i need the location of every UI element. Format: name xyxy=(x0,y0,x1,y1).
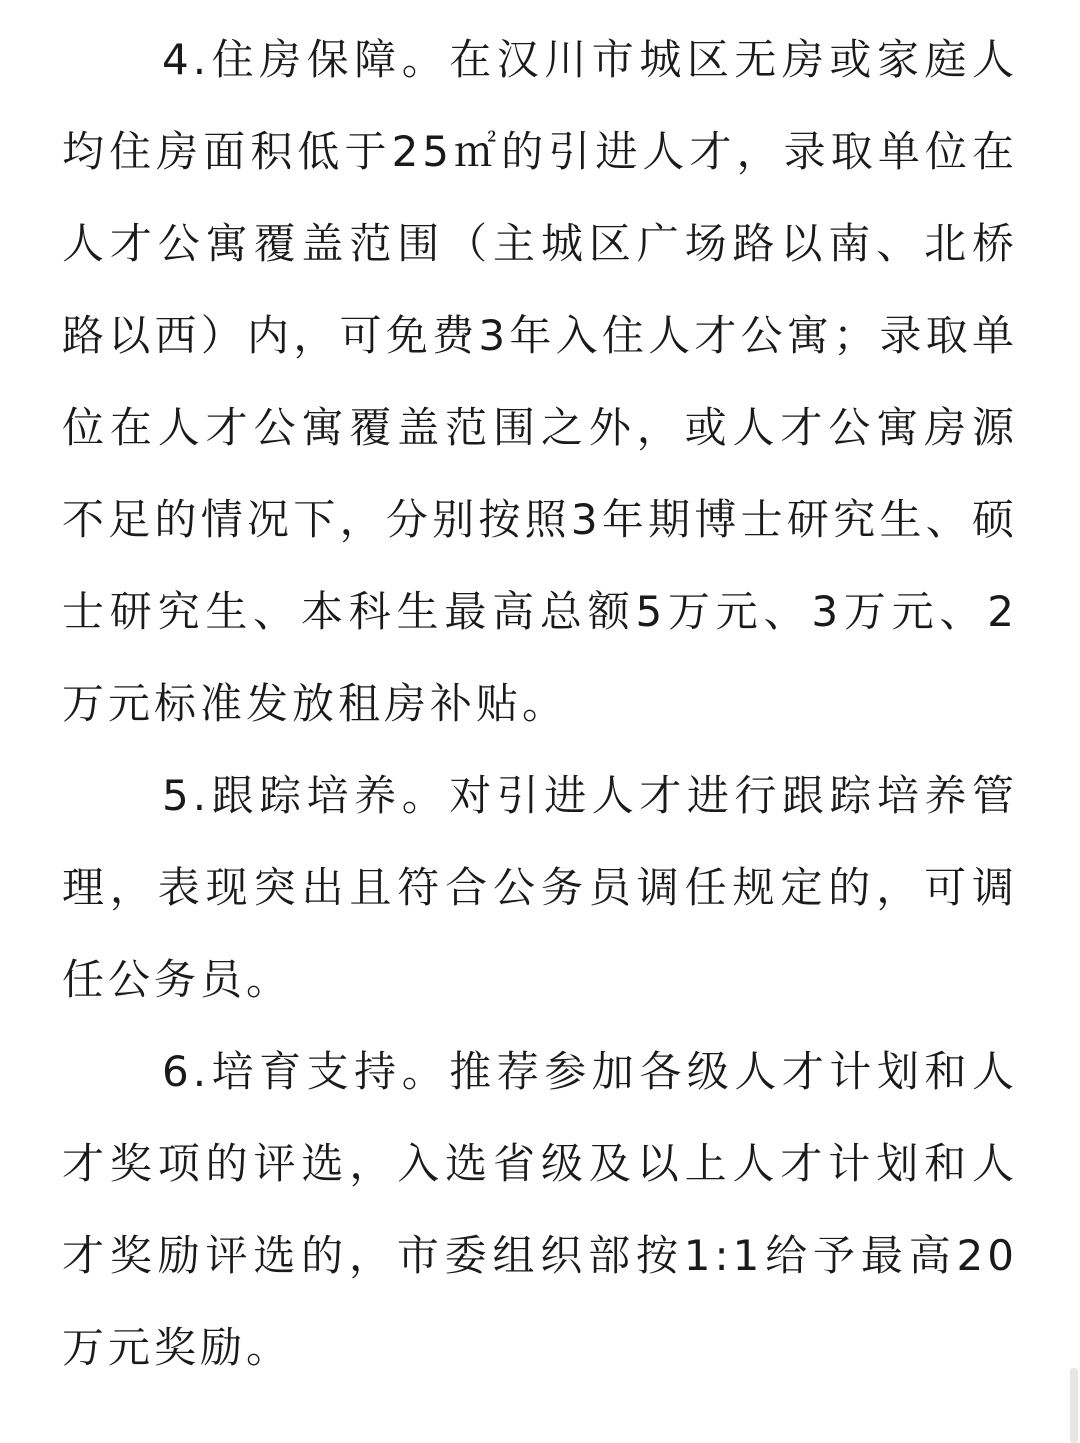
document-body xyxy=(62,14,1018,1394)
paragraph-tracking-training: 5.跟踪培养。对引进人才进行跟踪培养管理，表现突出且符合公务员调任规定的，可调任公务员。 xyxy=(62,771,1018,1004)
paragraph-housing-support: 4.住房保障。在汉川市城区无房或家庭人均住房面积低于25㎡的引进人才，录取单位在人才公寓覆盖范围（主城区广场路以南、北桥路以西）内，可免费3年入住人才公寓；录取单位在人才公寓覆盖范围之外，或人才公寓房源不足的情况下，分别按照3年期博士研究生、硕士研究生、本科生最高总额5万元、3万元、2万元标准发放租房补贴。 xyxy=(62,35,1018,728)
paragraph-cultivation-support: 6.培育支持。推荐参加各级人才计划和人才奖项的评选，入选省级及以上人才计划和人才奖励评选的，市委组织部按1:1给予最高20万元奖励。 xyxy=(62,1047,1018,1372)
scrollbar-thumb[interactable] xyxy=(1070,1368,1078,1443)
